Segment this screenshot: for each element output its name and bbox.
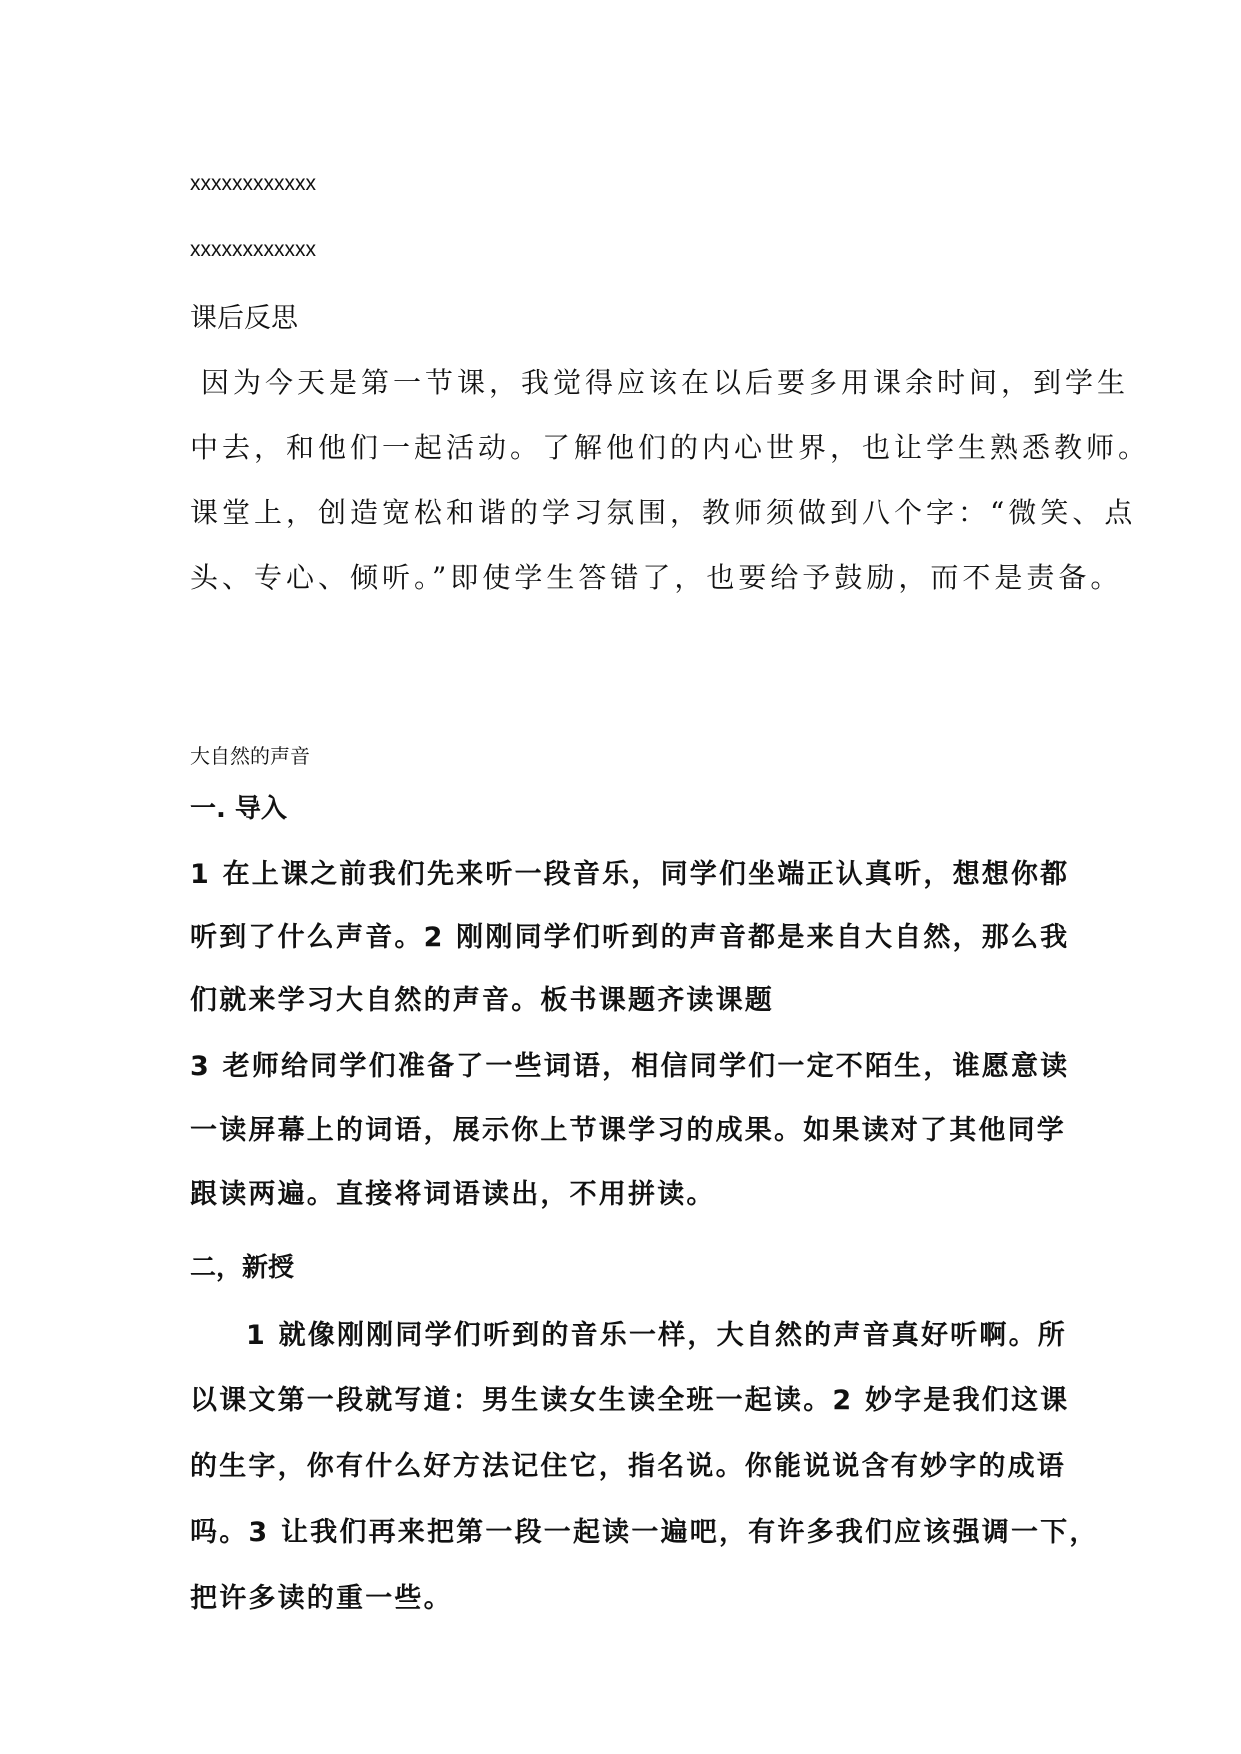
new-line-1: 1 就像刚刚同学们听到的音乐一样，大自然的声音真好听啊。所 (246, 1320, 1067, 1351)
new-line-3: 的生字，你有什么好方法记住它，指名说。你能说说含有妙字的成语 (190, 1451, 1066, 1482)
lesson-title: 大自然的声音 (190, 744, 310, 768)
intro-line-6: 跟读两遍。直接将词语读出，不用拼读。 (190, 1179, 716, 1210)
reflection-line-4: 头、专心、倾听。”即使学生答错了，也要给予鼓励，而不是责备。 (190, 561, 1123, 594)
intro-line-4: 3 老师给同学们准备了一些词语，相信同学们一定不陌生，谁愿意读 (190, 1051, 1070, 1082)
intro-line-2: 听到了什么声音。2 刚刚同学们听到的声音都是来自大自然，那么我 (190, 922, 1070, 953)
new-line-5: 把许多读的重一些。 (190, 1583, 453, 1614)
intro-line-3: 们就来学习大自然的声音。板书课题齐读课题 (190, 985, 774, 1016)
reflection-title: 课后反思 (190, 303, 298, 334)
placeholder-line-1: xxxxxxxxxxxx (190, 172, 316, 195)
intro-line-1: 1 在上课之前我们先来听一段音乐，同学们坐端正认真听，想想你都 (190, 859, 1070, 890)
reflection-line-2: 中去，和他们一起活动。了解他们的内心世界，也让学生熟悉教师。 (190, 431, 1151, 464)
section-heading-new: 二，新授 (190, 1253, 295, 1283)
reflection-line-3: 课堂上，创造宽松和谐的学习氛围，教师须做到八个字：“微笑、点 (190, 496, 1137, 529)
new-line-4: 吗。3 让我们再来把第一段一起读一遍吧，有许多我们应该强调一下， (190, 1517, 1099, 1548)
reflection-line-1: 因为今天是第一节课，我觉得应该在以后要多用课余时间，到学生 (201, 366, 1130, 399)
placeholder-line-2: xxxxxxxxxxxx (190, 238, 316, 261)
new-line-2: 以课文第一段就写道：男生读女生读全班一起读。2 妙字是我们这课 (190, 1385, 1070, 1416)
intro-line-5: 一读屏幕上的词语，展示你上节课学习的成果。如果读对了其他同学 (190, 1115, 1066, 1146)
section-heading-intro: 一. 导入 (190, 794, 287, 824)
